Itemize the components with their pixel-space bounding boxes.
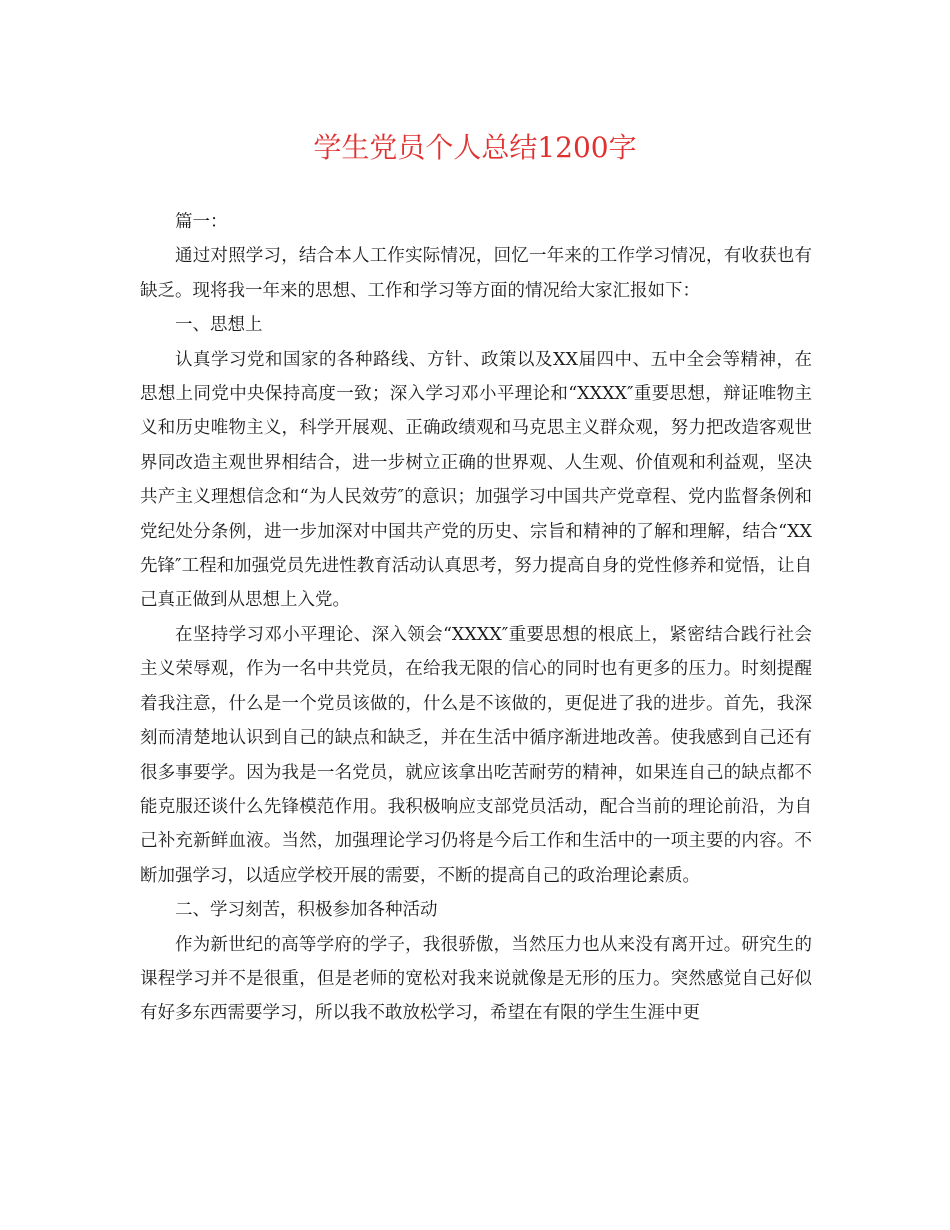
heading-ideology: 一、思想上 — [175, 315, 263, 336]
intro-paragraph: 通过对照学习，结合本人工作实际情况，回忆一年来的工作学习情况，有收获也有缺乏。现将我一年来的思想、工作和学习等方面的情况给大家汇报如下： — [140, 246, 812, 301]
study-paragraph: 作为新世纪的高等学府的学子，我很骄傲，当然压力也从来没有离开过。研究生的课程学习并不是很重，但是老师的宽松对我来说就像是无形的压力。突然感觉自己好似有好多东西需要学习，所以我不敢放松学习，希望在有限的学生生涯中更 — [140, 934, 812, 1024]
document-body — [140, 205, 812, 1031]
heading-study: 二、学习刻苦，积极参加各种活动 — [175, 900, 438, 921]
ideology-paragraph-2: 在坚持学习邓小平理论、深入领会“XXXX″重要思想的根底上，紧密结合践行社会主义荣辱观，作为一名中共党员，在给我无限的信心的同时也有更多的压力。时刻提醒着我注意，什么是一个党员该做的，什么是不该做的，更促进了我的进步。首先，我深刻而清楚地认识到自己的缺点和缺乏，并在生活中循序渐进地改善。使我感到自己还有很多事要学。因为我是一名党员，就应该拿出吃苦耐劳的精神，如果连自己的缺点都不能克服还谈什么先锋模范作用。我积极响应支部党员活动，配合当前的理论前沿，为自己补充新鲜血液。当然，加强理论学习仍将是今后工作和生活中的一项主要的内容。不断加强学习，以适应学校开展的需要，不断的提高自己的政治理论素质。 — [140, 624, 812, 886]
section-label-pian-yi: 篇一： — [175, 212, 228, 232]
ideology-paragraph-1: 认真学习党和国家的各种路线、方针、政策以及XX届四中、五中全会等精神，在思想上同党中央保持高度一致；深入学习邓小平理论和“XXXX″重要思想，辩证唯物主义和历史唯物主义，科学开展观、正确政绩观和马克思主义群众观，努力把改造客观世界同改造主观世界相结合，进一步树立正确的世界观、人生观、价值观和利益观，坚决共产主义理想信念和“为人民效劳″的意识；加强学习中国共产党章程、党内监督条例和党纪处分条例，进一步加深对中国共产党的历史、宗旨和精神的了解和理解，结合“XX先锋″工程和加强党员先进性教育活动认真思考，努力提高自身的党性修养和觉悟，让自己真正做到从思想上入党。 — [140, 349, 812, 611]
document-title: 学生党员个人总结1200字 — [313, 131, 637, 164]
